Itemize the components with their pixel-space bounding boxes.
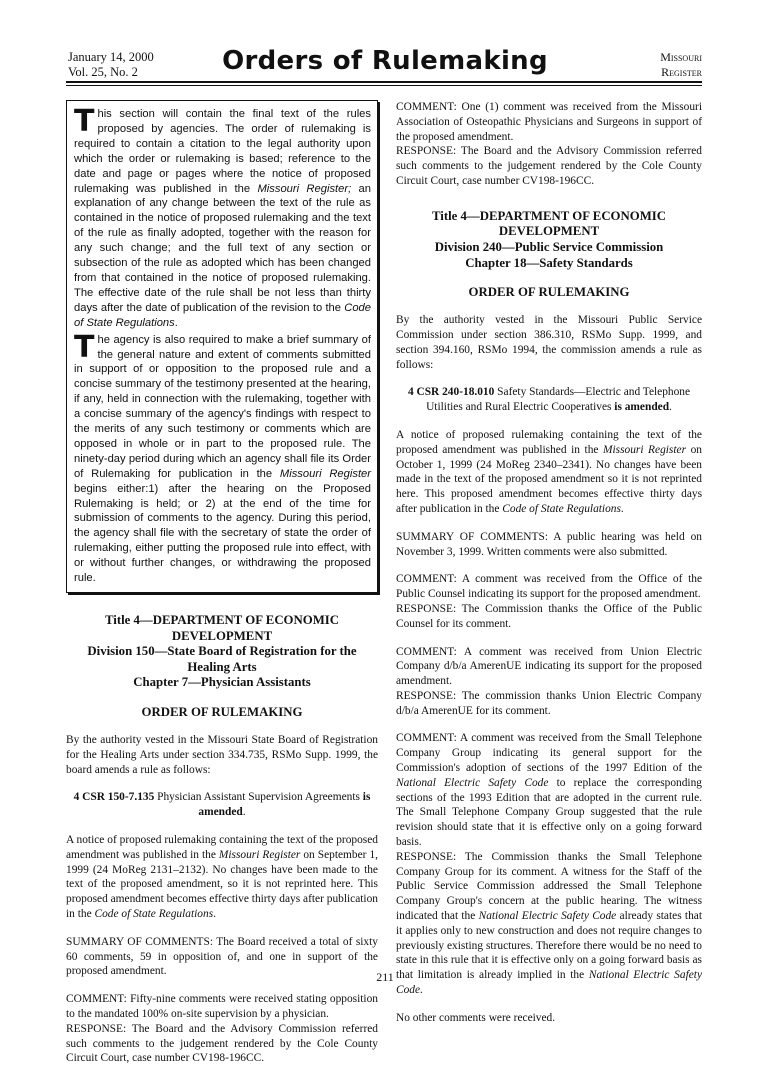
section-heading-150: Title 4—DEPARTMENT OF ECONOMIC DEVELOPMENT Division 150—State Board of Registration for the Healing Arts Chapter 7—Physician Assistants xyxy=(87,613,357,690)
intro-paragraph-2: The agency is also required to make a brief summary of the general nature and extent of comments submitted in support of or opposition to the proposed rule and a concise summary of the testimony presented at the hearing, if any, held in connection with the rulemaking, together with a concise summary of the agency's findings with respect to the merits of any such testimony or comments which are opposed in whole or in part to the proposed rule. The ninety-day period during which an agency shall file its Order of Rulemaking for publication in the Missouri Register begins either:1) after the hearing on the Proposed Rulemaking is held; or 2) at the end of the time for submission of comments to the agency. During this period, the agency shall file with the secretary of state the order of rulemaking, either putting the proposed rule into effect, with or without further changes, or withdrawing the proposed rule. xyxy=(74,329,371,585)
page-number: 211 xyxy=(376,970,394,984)
intro-paragraph-1: This section will contain the final text of the rules proposed by agencies. The order of rulemaking is required to contain a citation to the legal authority upon which the order or rulemaking is based; reference to the date and page or pages where the notice of proposed rulemaking was published in the Missouri Register; an explanation of any change between the text of the rule as contained in the notice of proposed rulemaking and the text of the rule as finally adopted, together with the reason for any such change; and the full text of any section or subsection of the rule as adopted which has been changed from that contained in the notice of proposed rulemaking. The effective date of the rule shall be not less than thirty days after the date of publication of the revision to the Code of State Regulations. xyxy=(74,104,371,329)
comment-paragraph: COMMENT: Fifty-nine comments were received stating opposition to the mandated 100% on-site supervision by a physician. xyxy=(66,993,378,1020)
response-paragraph: RESPONSE: The Commission thanks the Small Telephone Company Group for its comment. A witness for the Staff of the Public Service Commission addressed the Small Telephone Company Group's concern at the public hearing. The witness indicated that the National Electric Safety Code already states that it applies only to new construction and does not require changes to previously existing structures. Therefore there would be no need to state in this rule that it is effective only on a going forward basis as that limitation is already implied in the National Electric Safety Code. xyxy=(396,850,703,997)
order-heading: ORDER OF RULEMAKING xyxy=(468,285,630,300)
header-rule-thin xyxy=(66,85,702,86)
publisher-line-2: Register xyxy=(661,65,702,79)
authority-paragraph: By the authority vested in the Missouri State Board of Registration for the Healing Arts under section 334.735, RSMo Supp. 1999, the board amends a rule as follows: xyxy=(66,733,378,776)
comment-paragraph: COMMENT: One (1) comment was received from the Missouri Association of Osteopathic Physicians and Surgeons in support of the proposed amendment. xyxy=(396,101,702,143)
comment-paragraph: COMMENT: A comment was received from the Small Telephone Company Group indicating its general support for the Commission's adoption of sections of the 1997 Edition of the National Electric Safety Code to replace the corresponding sections of the 1993 Edition that are adopted in the current rule. The Small Telephone Company Group suggested that the rule revision should state that it is effective only on a going forward basis. xyxy=(396,732,702,849)
notice-paragraph: A notice of proposed rulemaking containing the text of the proposed amendment was published in the Missouri Register on September 1, 1999 (24 MoReg 2131–2132). No changes have been made to the text of the proposed amendment, so it is not reprinted here. This proposed amendment becomes effective thirty days after publication in the Code of State Regulations. xyxy=(66,833,378,920)
issue-info xyxy=(68,50,154,80)
issue-date: January 14, 2000 xyxy=(68,50,154,64)
page-title: Orders of Rulemaking xyxy=(222,46,548,76)
authority-paragraph: By the authority vested in the Missouri Public Service Commission under section 386.310, RSMo Supp. 1999, and section 394.160, RSMo 1994, the commission amends a rule as follows: xyxy=(396,314,702,371)
response-paragraph: RESPONSE: The Board and the Advisory Commission referred such comments to the judgement rendered by the Cole County Circuit Court, case number CV198-196CC. xyxy=(396,145,702,187)
drop-cap: T xyxy=(74,329,95,365)
response-paragraph: RESPONSE: The Commission thanks the Office of the Public Counsel for its comment. xyxy=(396,602,702,630)
comment-paragraph: COMMENT: A comment was received from the Office of the Public Counsel indicating its support for the proposed amendment. xyxy=(396,573,702,601)
section-heading-240: Title 4—DEPARTMENT OF ECONOMIC DEVELOPMENT Division 240—Public Service Commission Chapter 18—Safety Standards xyxy=(431,208,667,270)
closing-paragraph: No other comments were received. xyxy=(396,1011,556,1024)
response-paragraph: RESPONSE: The Board and the Advisory Commission referred such comments to the judgement rendered by the Cole County Circuit Court, case number CV198-196CC. xyxy=(66,1022,378,1065)
summary-paragraph: SUMMARY OF COMMENTS: A public hearing was held on November 3, 1999. Written comments were also submitted. xyxy=(396,530,702,558)
notice-paragraph: A notice of proposed rulemaking containing the text of the proposed amendment was published in the Missouri Register on October 1, 1999 (24 MoReg 2340–2341). No changes have been made in the text of the proposed amendment so it is not reprinted here. This proposed amendment becomes effective thirty days after publication in the Code of State Regulations. xyxy=(396,428,702,515)
header-rule xyxy=(66,81,702,83)
left-column xyxy=(66,100,378,1066)
order-heading: ORDER OF RULEMAKING xyxy=(141,704,303,719)
response-paragraph: RESPONSE: The commission thanks Union Electric Company d/b/a AmerenUE for its comment. xyxy=(396,689,702,717)
rule-title: 4 CSR 150-7.135 Physician Assistant Supervision Agreements is amended. xyxy=(73,791,371,819)
rule-title: 4 CSR 240-18.010 Safety Standards—Electric and Telephone Utilities and Rural Electric Cooperatives is amended. xyxy=(407,386,691,414)
issue-volume: Vol. 25, No. 2 xyxy=(68,65,138,79)
drop-cap: T xyxy=(74,104,95,139)
publisher-name xyxy=(660,50,702,80)
intro-box xyxy=(66,100,378,593)
publisher-line-1: Missouri xyxy=(660,50,702,64)
right-column xyxy=(396,100,702,1026)
comment-paragraph: COMMENT: A comment was received from Union Electric Company d/b/a AmerenUE indicating its support for the proposed amendment. xyxy=(396,645,702,688)
summary-paragraph: SUMMARY OF COMMENTS: The Board received a total of sixty 60 comments, 59 in opposition of, and one in support of the proposed amendment. xyxy=(66,935,378,978)
